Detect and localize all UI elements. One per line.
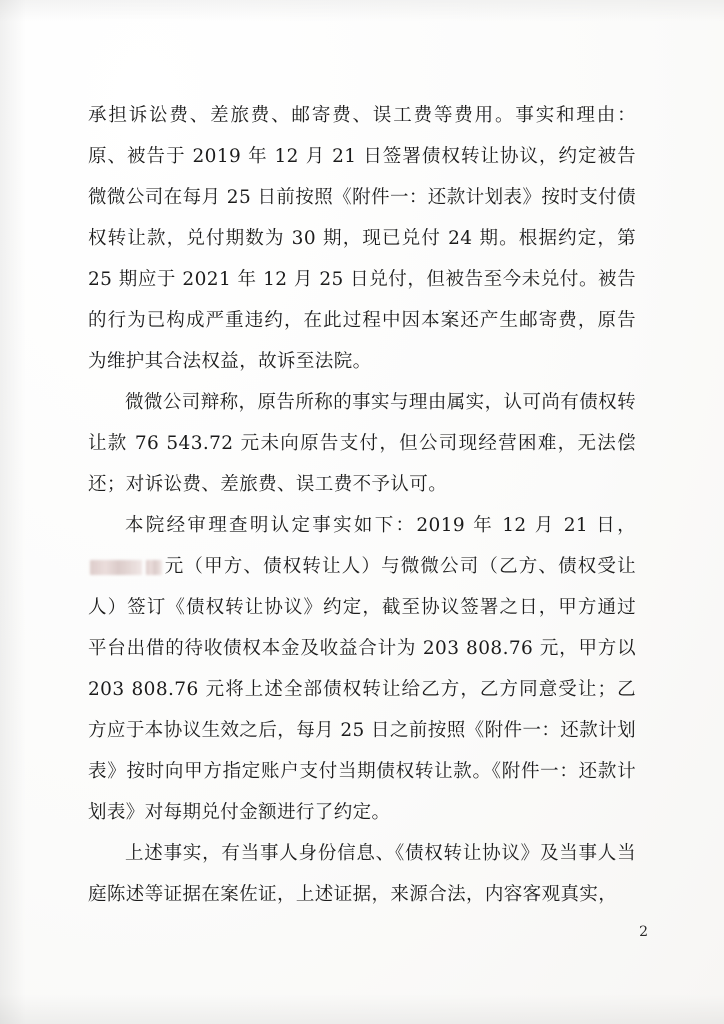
paragraph-3 bbox=[88, 505, 636, 833]
redaction-mark bbox=[90, 560, 142, 575]
paragraph-4: 上述事实，有当事人身份信息、《债权转让协议》及当事人当庭陈述等证据在案佐证，上述证据，来源合法，内容客观真实， bbox=[88, 843, 636, 905]
page-number: 2 bbox=[639, 924, 648, 940]
paragraph-3-text-before: 本院经审理查明认定事实如下：2019 年 12 月 21 日， bbox=[125, 515, 636, 536]
redaction-mark-secondary bbox=[146, 560, 162, 575]
paragraph-1: 承担诉讼费、差旅费、邮寄费、误工费等费用。事实和理由：原、被告于 2019 年 12 月 21 日签署债权转让协议，约定被告微微公司在每月 25 日前按照《附件一：还款计划表》按时支付债权转让款，兑付期数为 30 期，现已兑付 24 期。根据约定，第 25 期应于 2021 年 12 月 25 日兑付，但被告至今未兑付。被告的行为已构成严重违约，在此过程中因本案还产生邮寄费，原告为维护其合法权益，故诉至法院。 bbox=[88, 105, 636, 372]
document-body bbox=[88, 95, 636, 915]
paragraph-3-text-after: 元（甲方、债权转让人）与微微公司（乙方、债权受让人）签订《债权转让协议》约定，截至协议签署之日，甲方通过平台出借的待收债权本金及收益合计为 203 808.76 元，甲方以 203 808.76 元将上述全部债权转让给乙方，乙方同意受让；乙方应于本协议生效之后，每月 25 日之前按照《附件一：还款计划表》按时向甲方指定账户支付当期债权转让款。《附件一：还款计划表》对每期兑付金额进行了约定。 bbox=[88, 556, 636, 823]
paragraph-2: 微微公司辩称，原告所称的事实与理由属实，认可尚有债权转让款 76 543.72 元未向原告支付，但公司现经营困难，无法偿还；对诉讼费、差旅费、误工费不予认可。 bbox=[88, 392, 636, 495]
